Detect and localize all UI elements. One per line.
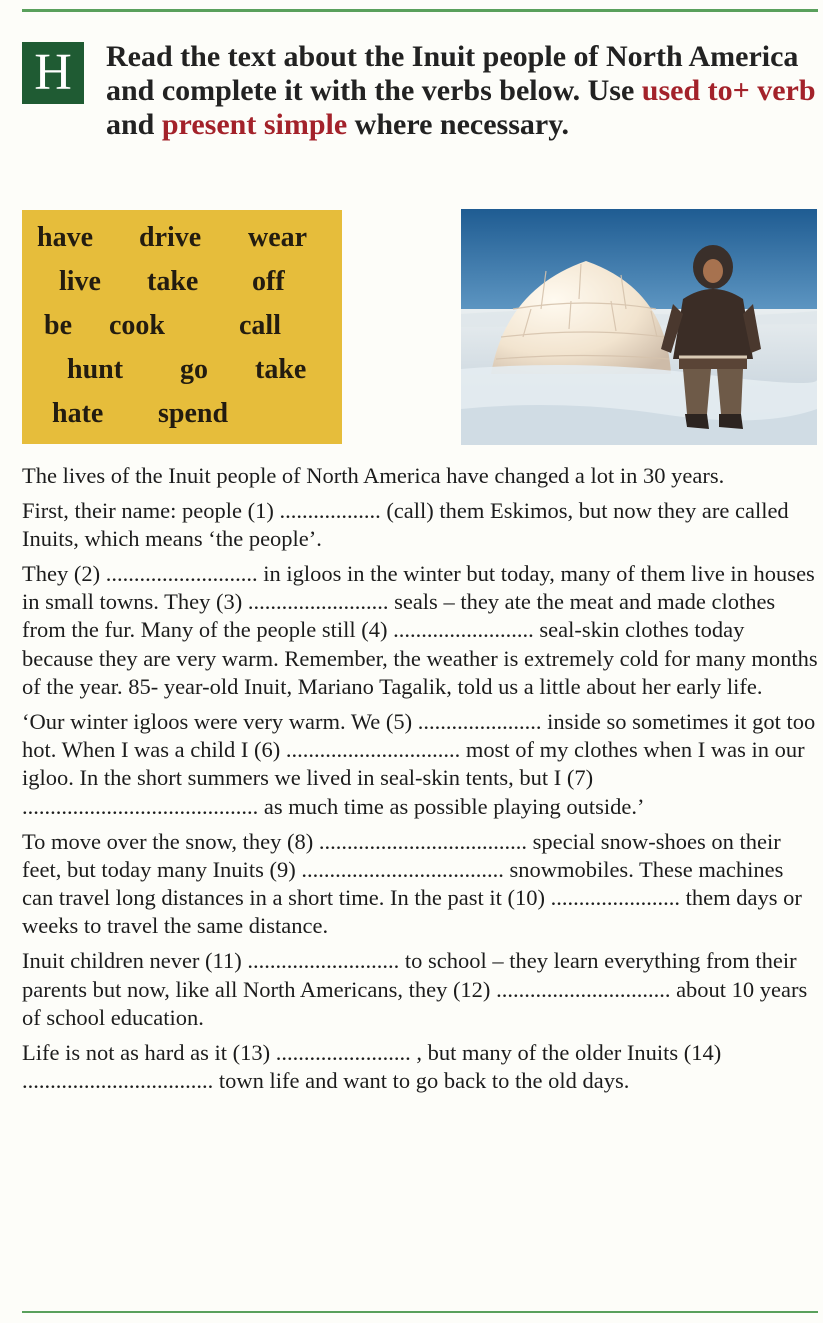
passage-text: They (2) — [22, 560, 106, 586]
gap-14[interactable]: .................................. — [22, 1067, 214, 1093]
passage-text: seal-skin clothes today because they are very warm. Remember, the weather is extremely cold for many months of the year. 85- year-old Inuit, Mariano Tagalik, told us a little about her early life. — [22, 617, 818, 700]
passage-text: them days or weeks to travel the same distance. — [22, 885, 802, 939]
word-item: spend — [158, 398, 229, 429]
passage-text: To move over the snow, they (8) — [22, 828, 319, 854]
passage-paragraph-5 — [22, 828, 818, 941]
gap-12[interactable]: ............................... — [496, 976, 671, 1002]
word-item: live — [59, 266, 101, 297]
passage-text: snowmobiles. These machines can travel long distances in a short time. In the past it (10) — [22, 856, 784, 911]
top-divider — [22, 9, 818, 12]
passage-text: ‘Our winter igloos were very warm. We (5) — [22, 708, 418, 734]
igloo-illustration — [461, 209, 817, 445]
passage-paragraph-7 — [22, 1039, 818, 1096]
instruction-text: where necessary. — [347, 108, 570, 141]
igloo-photo — [461, 209, 817, 445]
passage-text: special snow-shoes on their feet, but today many Inuits (9) — [22, 828, 781, 882]
instruction-text: and — [106, 108, 162, 141]
passage-text: town life and want to go back to the old days. — [213, 1067, 630, 1093]
word-item: take — [147, 266, 199, 297]
gap-1[interactable]: .................. — [279, 497, 381, 523]
passage-text: , but many of the older Inuits (14) — [410, 1039, 722, 1065]
gap-6[interactable]: ............................... — [285, 737, 461, 763]
instruction-text: Read the text about the Inuit people of North America and complete it with the verbs below. Use — [106, 40, 799, 107]
word-item: go — [180, 354, 208, 385]
gap-9[interactable]: .................................... — [301, 856, 504, 882]
passage-text: Life is not as hard as it (13) — [22, 1039, 276, 1065]
passage-text: in igloos in the winter but today, many of them live in houses in small towns. They (3) — [22, 560, 815, 615]
word-item: take — [255, 354, 307, 385]
word-item: call — [239, 310, 281, 341]
gap-10[interactable]: ....................... — [550, 885, 680, 911]
passage-text: most of my clothes when I was in our igloo. In the short summers we lived in seal-skin tents, but I (7) — [22, 737, 805, 791]
verb-word-box — [22, 210, 342, 444]
passage-paragraph-2 — [22, 497, 818, 554]
passage-paragraph-3 — [22, 560, 818, 701]
gap-2[interactable]: ........................... — [105, 560, 258, 586]
gap-8[interactable]: ..................................... — [318, 828, 528, 854]
instruction-highlight-used-to: used to+ verb — [641, 74, 816, 107]
word-item: hunt — [67, 354, 124, 385]
instruction-highlight-present-simple: present simple — [161, 108, 348, 141]
exercise-instruction — [106, 40, 818, 142]
word-item: have — [37, 222, 93, 253]
passage-paragraph-4 — [22, 708, 818, 821]
gap-3[interactable]: ......................... — [247, 589, 389, 615]
gap-5[interactable]: ...................... — [417, 708, 542, 734]
word-item: wear — [248, 222, 308, 253]
passage-text: as much time as possible playing outside.’ — [258, 793, 645, 819]
passage-text: First, their name: people (1) — [22, 497, 280, 523]
passage-paragraph-6 — [22, 947, 818, 1032]
gap-4[interactable]: ......................... — [393, 617, 534, 643]
gap-13[interactable]: ........................ — [275, 1039, 411, 1065]
passage-text: seals – they ate the meat and made clothes from the fur. Many of the people still (4) — [22, 589, 776, 643]
word-item: hate — [52, 398, 104, 429]
passage-text: inside so sometimes it got too hot. When I was a child I (6) — [22, 708, 816, 763]
word-item: off — [252, 266, 285, 297]
gap-11[interactable]: ........................... — [247, 948, 400, 974]
reading-passage — [22, 462, 818, 1102]
passage-text: about 10 years of school education. — [22, 976, 808, 1030]
gap-7[interactable]: .......................................... — [22, 793, 259, 819]
word-item: cook — [109, 310, 165, 341]
passage-text: (call) them Eskimos, but now they are called Inuits, which means ‘the people’. — [22, 497, 789, 552]
passage-text: to school – they learn everything from their parents but now, like all North Americans, they (12) — [22, 948, 797, 1002]
passage-paragraph-1: The lives of the Inuit people of North America have changed a lot in 30 years. — [22, 463, 725, 488]
exercise-letter-badge: H — [22, 42, 84, 104]
word-item: drive — [139, 222, 202, 253]
word-item: be — [44, 310, 72, 341]
bottom-divider — [22, 1311, 818, 1313]
passage-text: Inuit children never (11) — [22, 948, 248, 974]
